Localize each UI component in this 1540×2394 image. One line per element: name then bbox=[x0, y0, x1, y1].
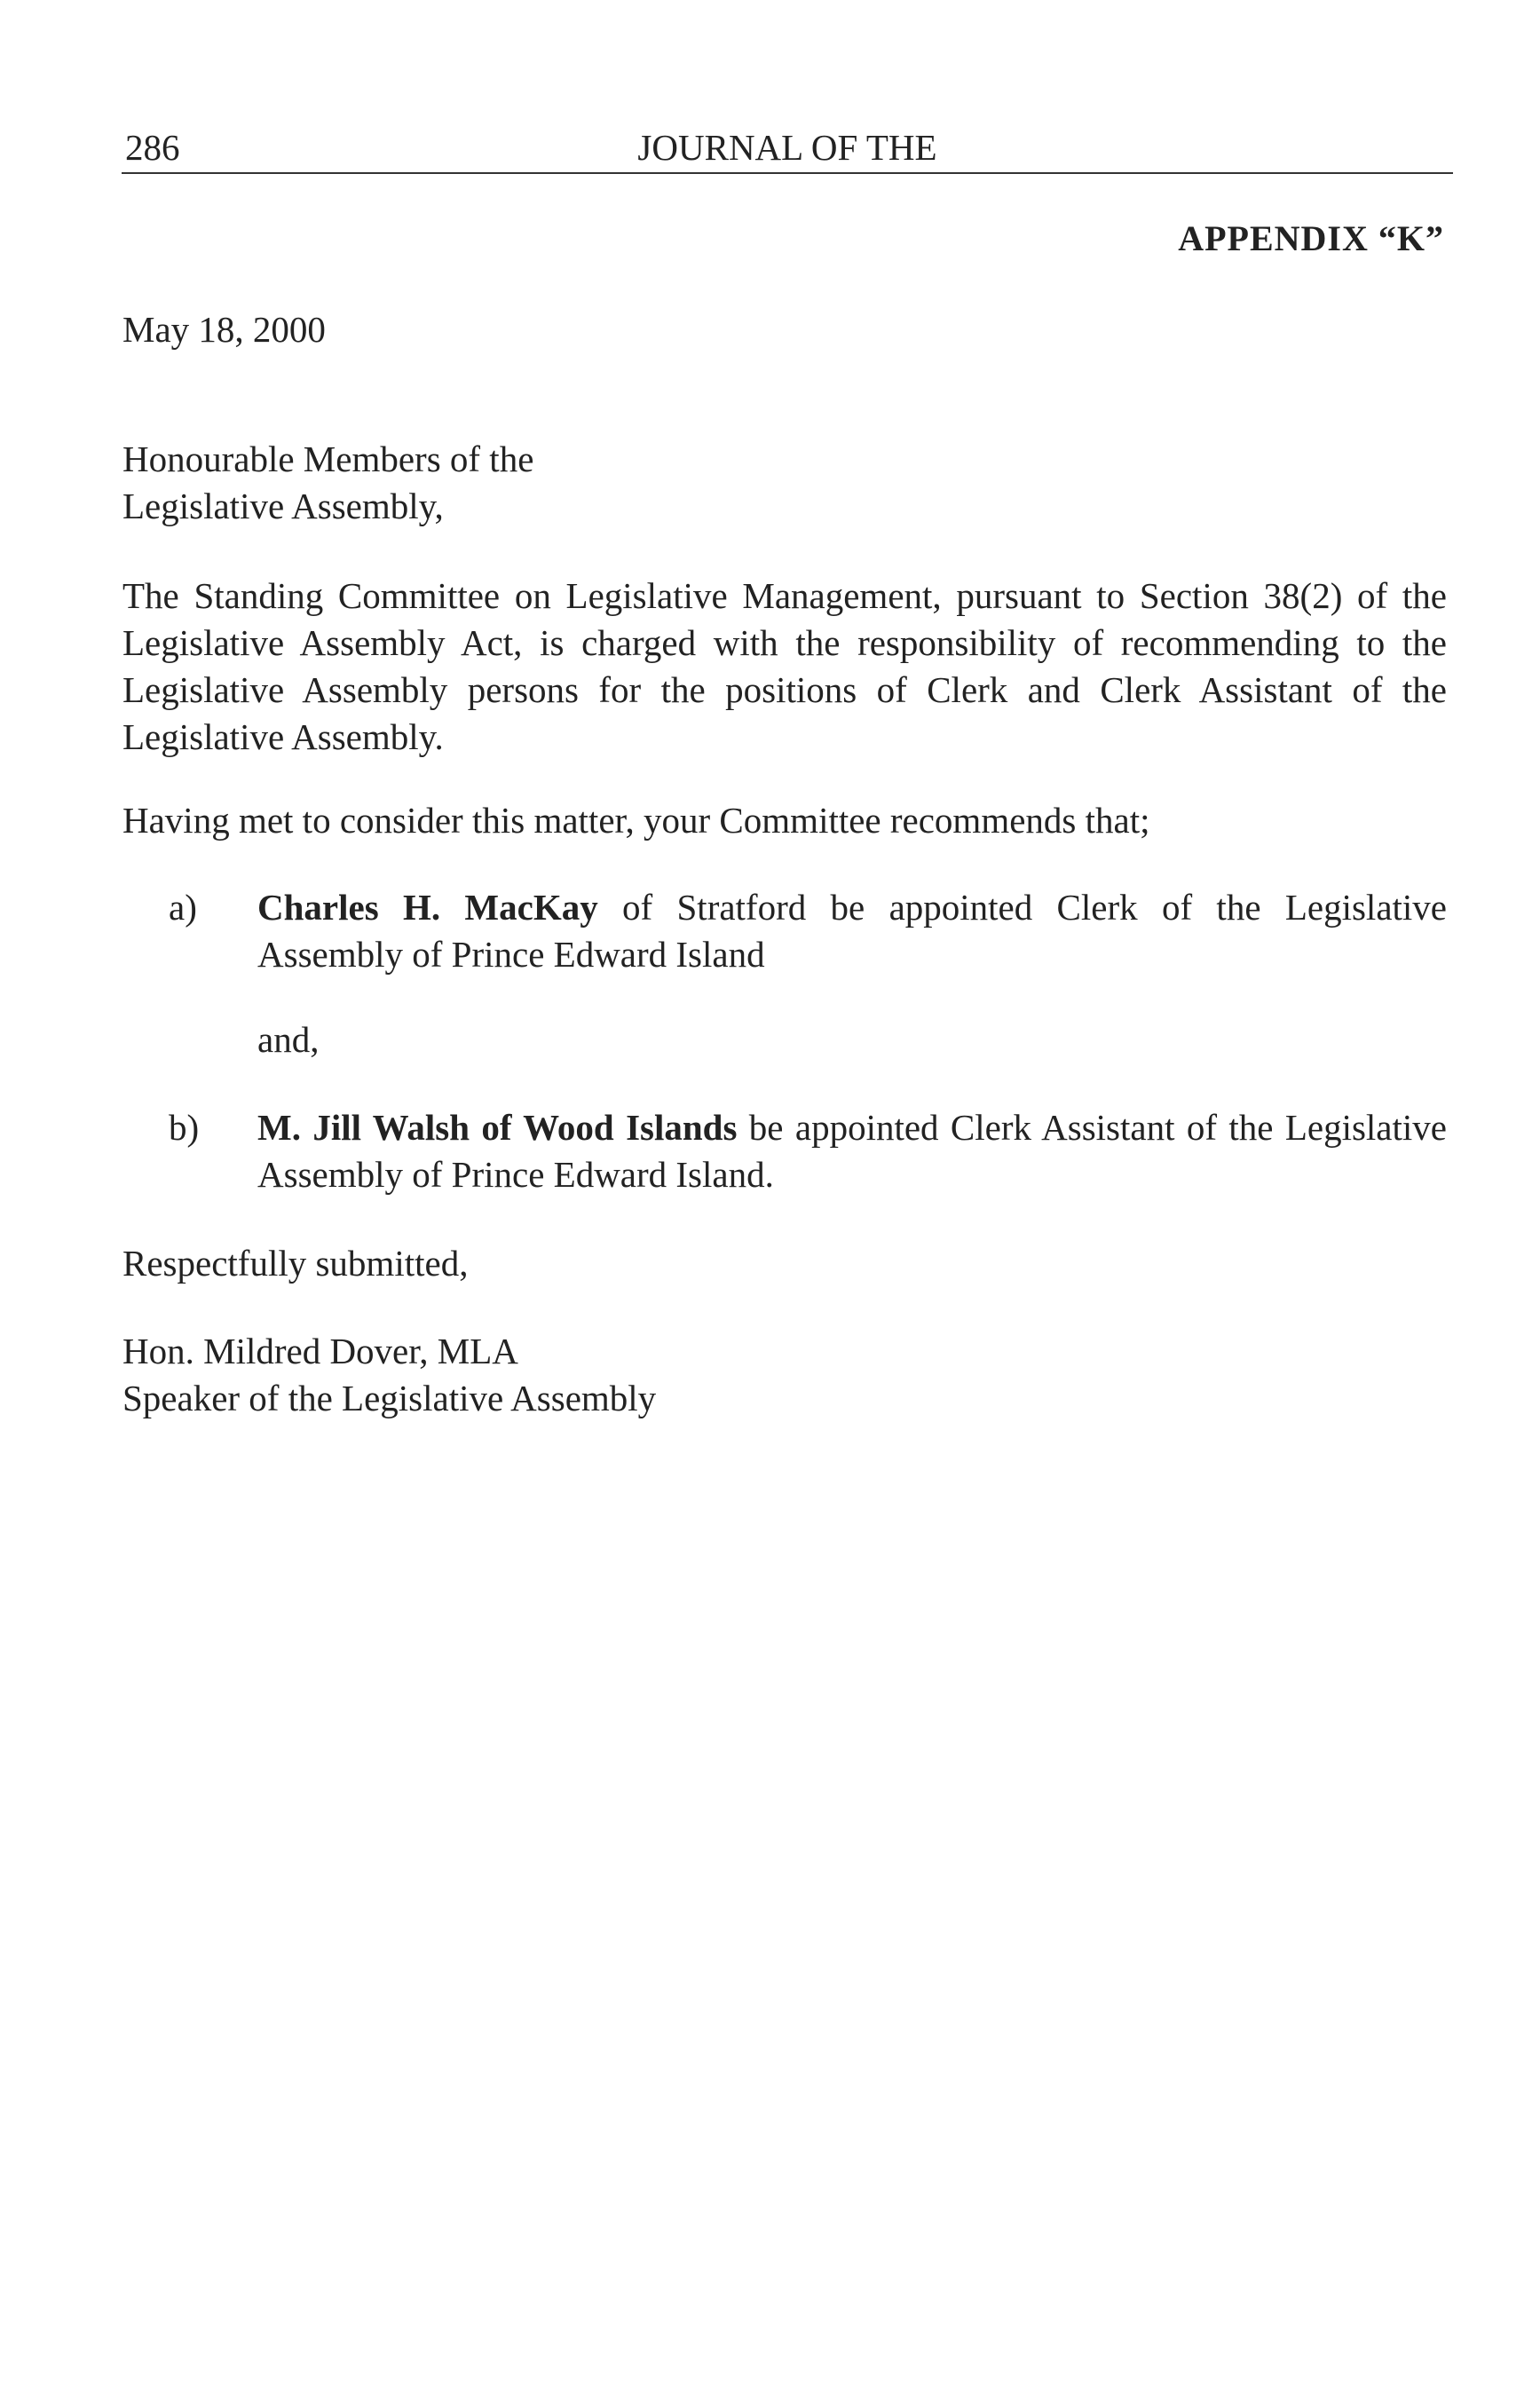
conjunction: and, bbox=[257, 1019, 320, 1060]
recommendation-lead: Having met to consider this matter, your Committee recommends that; bbox=[122, 800, 1150, 841]
item-b-body bbox=[257, 1104, 1447, 1198]
item-b-text: be appointed Clerk Assistant of the Legislative Assembly of Prince Edward Island. bbox=[257, 1107, 1447, 1195]
page-header bbox=[122, 122, 1453, 174]
item-b-label: b) bbox=[169, 1107, 200, 1148]
signature-title: Speaker of the Legislative Assembly bbox=[122, 1378, 657, 1418]
item-a-label: a) bbox=[169, 887, 197, 928]
salutation-line-2: Legislative Assembly, bbox=[122, 486, 444, 526]
closing: Respectfully submitted, bbox=[122, 1243, 469, 1284]
running-title: JOURNAL OF THE bbox=[637, 127, 937, 168]
appendix-title: APPENDIX “K” bbox=[1178, 218, 1444, 258]
intro-paragraph: The Standing Committee on Legislative Management, pursuant to Section 38(2) of the Legislative Assembly Act, is charged with the responsibility of recommending to the Legislative Assembly persons for the positions of Clerk and Clerk Assistant of the Legislative Assembly. bbox=[122, 575, 1447, 757]
item-b-name: M. Jill Walsh of Wood Islands bbox=[257, 1107, 738, 1148]
item-a-text: of Stratford be appointed Clerk of the Legislative Assembly of Prince Edward Island bbox=[257, 887, 1447, 975]
item-a-name: Charles H. MacKay bbox=[257, 887, 598, 928]
page-number: 286 bbox=[125, 127, 180, 168]
letter-date: May 18, 2000 bbox=[122, 309, 326, 350]
signature-name: Hon. Mildred Dover, MLA bbox=[122, 1331, 518, 1371]
salutation-line-1: Honourable Members of the bbox=[122, 439, 534, 479]
item-a-body bbox=[257, 884, 1447, 978]
